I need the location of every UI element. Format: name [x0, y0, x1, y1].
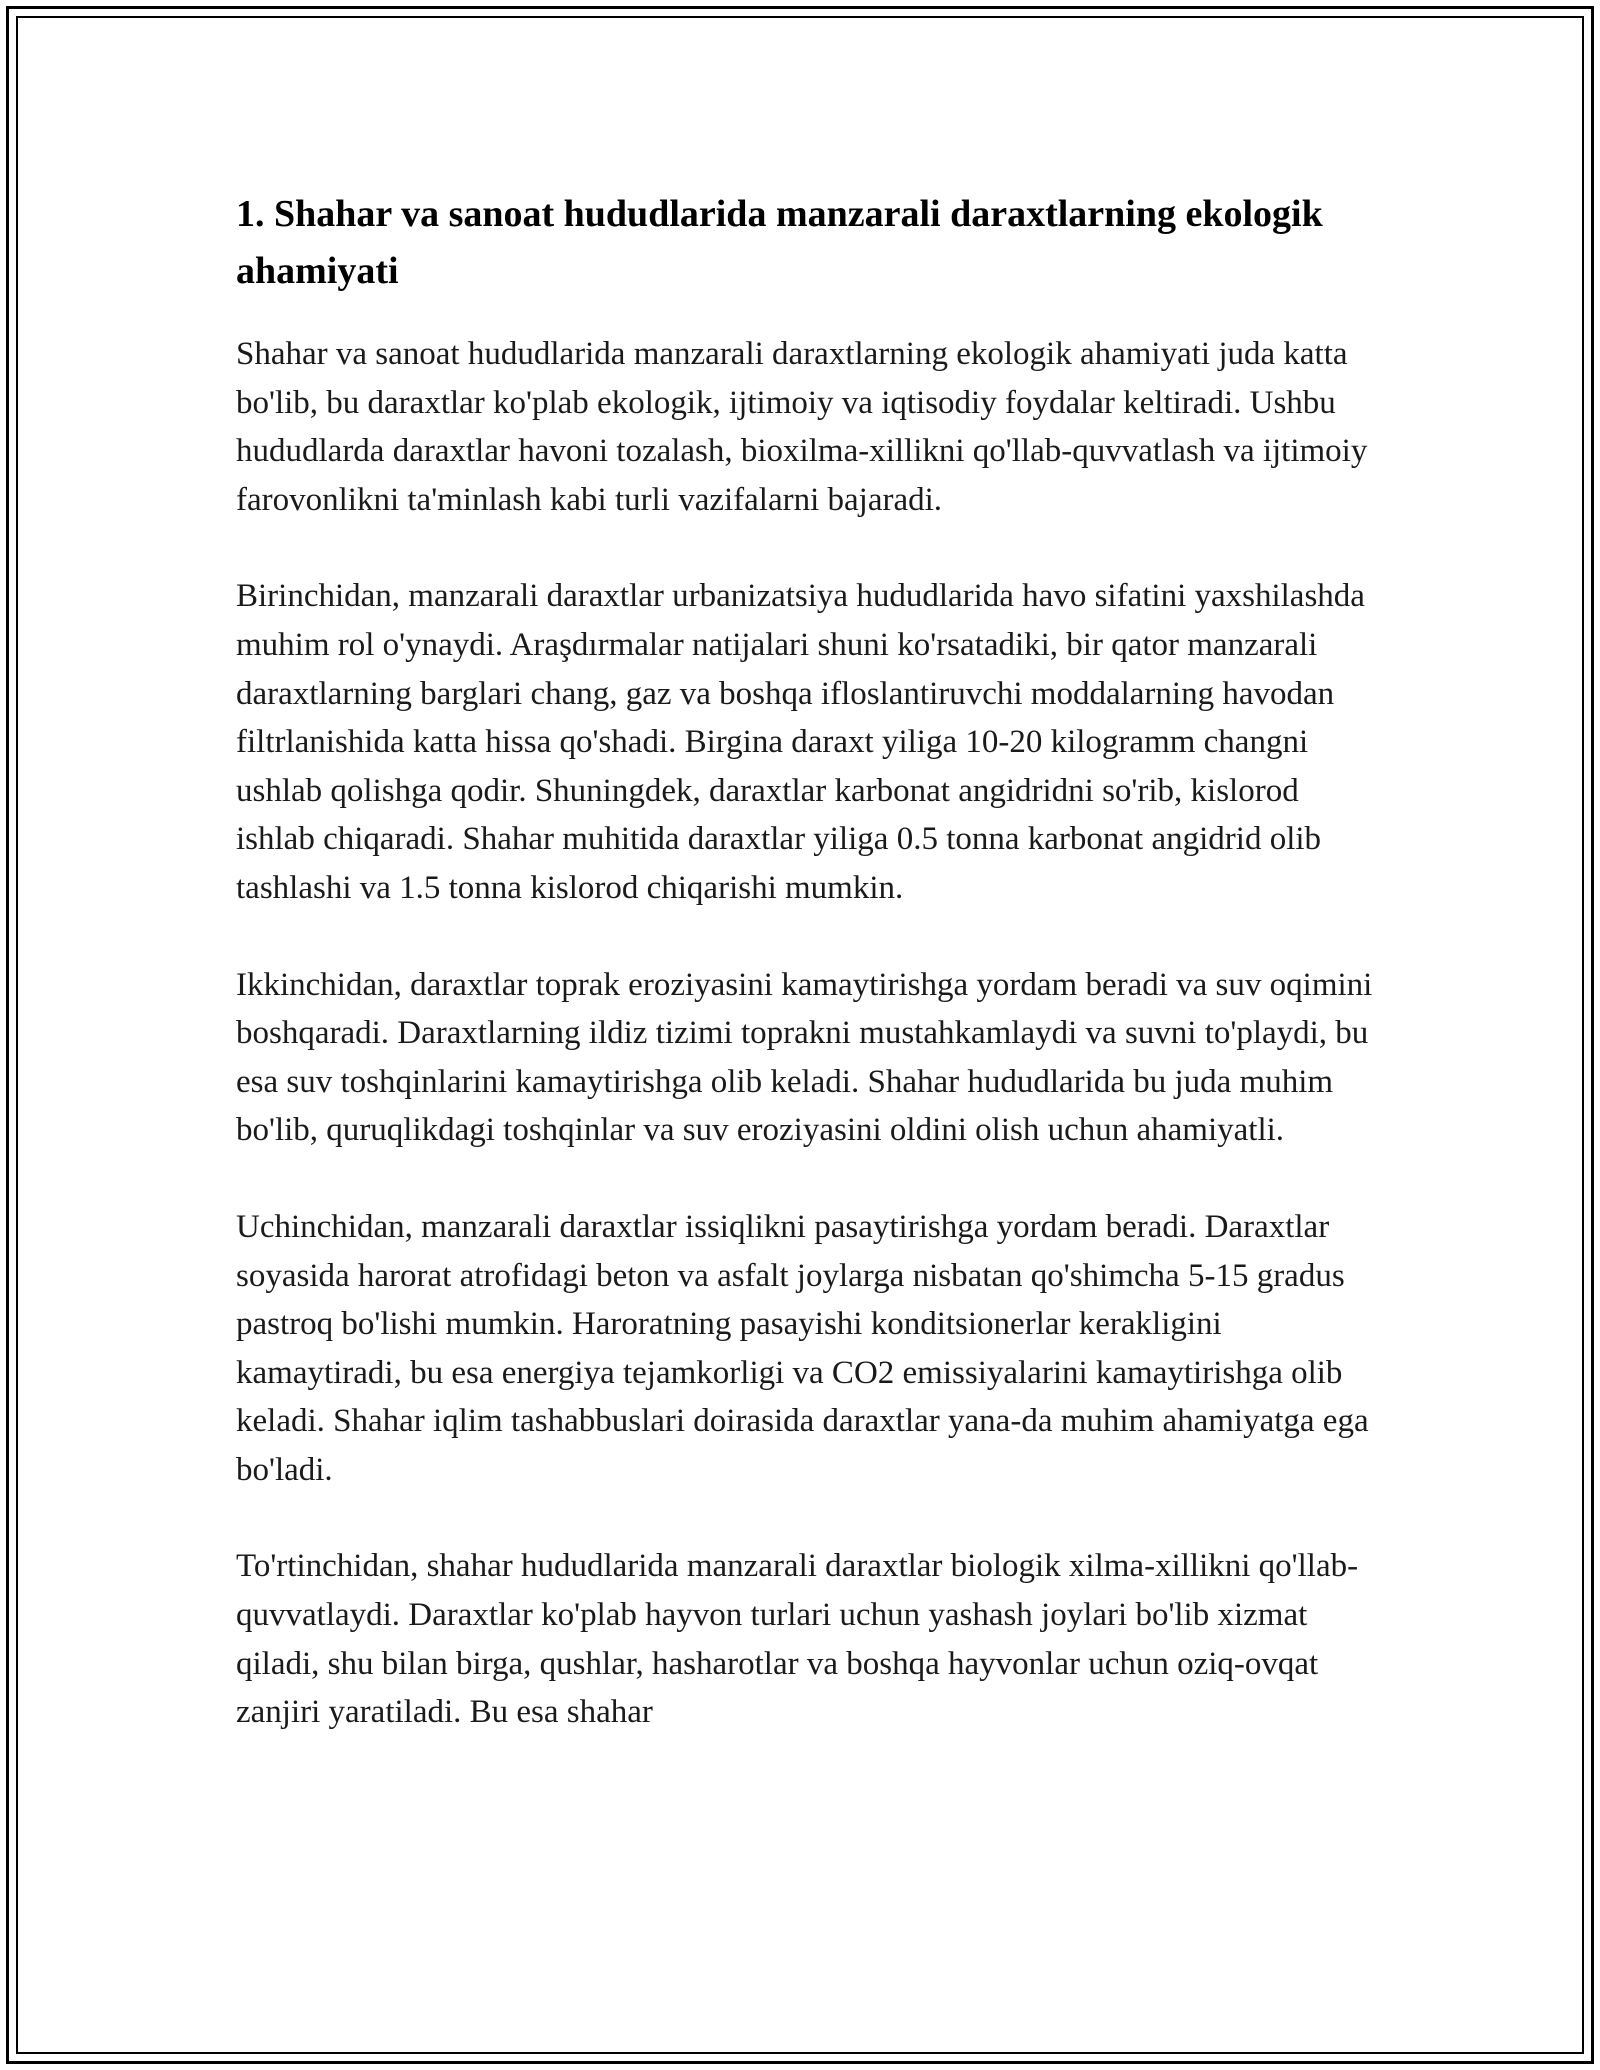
paragraph-intro: Shahar va sanoat hududlarida manzarali daraxtlarning ekologik ahamiyati juda katta bo'lib, bu daraxtlar ko'plab ekologik, ijtimoiy va iqtisodiy foydalar keltiradi. Ushbu hududlarda daraxtlar havoni tozalash, bioxilma-xillikni qo'llab-quvvatlash va ijtimoiy farovonlikni ta'minlash kabi turli vazifalarni bajaradi. — [236, 336, 1368, 518]
paragraph-erosion: Ikkinchidan, daraxtlar toprak eroziyasini kamaytirishga yordam beradi va suv oqimini boshqaradi. Daraxtlarning ildiz tizimi toprakni mustahkamlaydi va suvni to'playdi, bu esa suv toshqinlarini kamaytirishga olib keladi. Shahar hududlarida bu juda muhim bo'lib, quruqlikdagi toshqinlar va suv eroziyasini oldini olish uchun ahamiyatli. — [236, 966, 1373, 1149]
paragraph-air-quality: Birinchidan, manzarali daraxtlar urbanizatsiya hududlarida havo sifatini yaxshilashda muhim rol o'ynaydi. Araşdırmalar natijalari shuni ko'rsatadiki, bir qator manzarali daraxtlarning barglari chang, gaz va boshqa ifloslantiruvchi moddalarning havodan filtrlanishida katta hissa qo'shadi. Birgina daraxt yiliga 10-20 kilogramm changni ushlab qolishga qodir. Shuningdek, daraxtlar karbonat angidridni so'rib, kislorod ishlab chiqaradi. Shahar muhitida daraxtlar yiliga 0.5 tonna karbonat angidrid olib tashlashi va 1.5 tonna kislorod chiqarishi mumkin. — [236, 578, 1365, 906]
paragraph-temperature: Uchinchidan, manzarali daraxtlar issiqlikni pasaytirishga yordam beradi. Daraxtlar soyasida harorat atrofidagi beton va asfalt joylarga nisbatan qo'shimcha 5-15 gradus pastroq bo'lishi mumkin. Haroratning pasayishi konditsionerlar kerakligini kamaytiradi, bu esa energiya tejamkorligi va CO2 emissiyalarini kamaytirishga olib keladi. Shahar iqlim tashabbuslari doirasida daraxtlar yana-da muhim ahamiyatga ega bo'ladi. — [236, 1208, 1369, 1488]
document-body — [236, 186, 1376, 1737]
paragraph-biodiversity: To'rtinchidan, shahar hududlarida manzarali daraxtlar biologik xilma-xillikni qo'llab-quvvatlaydi. Daraxtlar ko'plab hayvon turlari uchun yashash joylari bo'lib xizmat qiladi, shu bilan birga, qushlar, hasharotlar va boshqa hayvonlar uchun oziq-ovqat zanjiri yaratiladi. Bu esa shahar — [236, 1548, 1359, 1731]
section-heading: 1. Shahar va sanoat hududlarida manzarali daraxtlarning ekologik ahamiyati — [236, 193, 1323, 292]
